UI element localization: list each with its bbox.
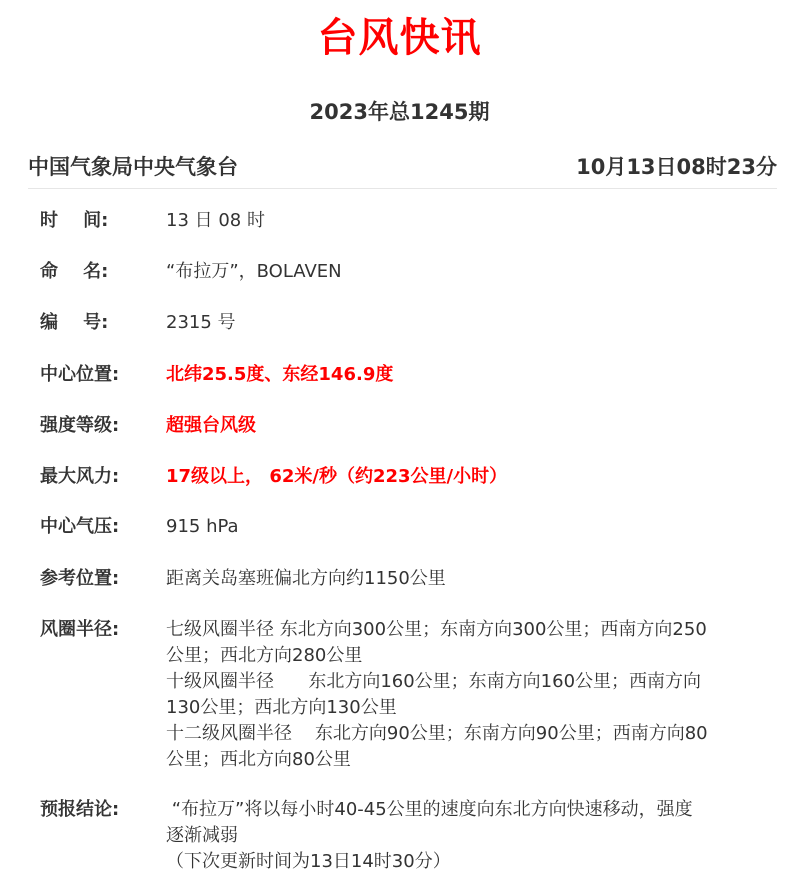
forecast-line: 逐渐减弱 (166, 825, 238, 846)
field-value (166, 617, 775, 773)
wind-radius-line: 公里；西北方向80公里 (166, 749, 351, 770)
wind-radius-line: 十级风圈半径 东北方向160公里；东南方向160公里；西南方向 (166, 671, 702, 692)
wind-radius-line: 130公里；西北方向130公里 (166, 697, 397, 718)
field-value (166, 797, 775, 875)
field-value: 距离关岛塞班偏北方向约1150公里 (166, 568, 446, 589)
page-title: 台风快讯 (317, 15, 482, 61)
wind-radius-line: 十二级风圈半径 东北方向90公里；东南方向90公里；西南方向80 (166, 723, 708, 744)
field-label: 风圈半径: (40, 619, 120, 640)
field-label: 时 间: (40, 210, 109, 231)
wind-radius-line: 公里；西北方向280公里 (166, 645, 363, 666)
field-label: 中心气压: (40, 516, 120, 537)
agency-name: 中国气象局中央气象台 (28, 155, 238, 179)
field-label: 预报结论: (40, 799, 120, 820)
field-label: 最大风力: (40, 466, 120, 487)
field-value: 2315 号 (166, 312, 236, 333)
field-value: 北纬25.5度、东经146.9度 (166, 364, 394, 385)
field-label: 参考位置: (40, 568, 120, 589)
field-value: “布拉万”，BOLAVEN (166, 261, 342, 282)
field-label: 命 名: (40, 261, 109, 282)
forecast-line: “布拉万”将以每小时40-45公里的速度向东北方向快速移动，强度 (166, 799, 693, 820)
field-label: 编 号: (40, 312, 109, 333)
field-value: 超强台风级 (166, 415, 256, 436)
field-label: 强度等级: (40, 415, 120, 436)
field-value: 17级以上， 62米/秒（约223公里/小时） (166, 466, 508, 487)
field-value: 13 日 08 时 (166, 210, 265, 231)
bulletin-header (28, 152, 777, 189)
field-value: 915 hPa (166, 516, 239, 537)
forecast-next-update: （下次更新时间为13日14时30分） (166, 851, 451, 872)
field-label: 中心位置: (40, 364, 120, 385)
bulletin-datetime: 10月13日08时23分 (576, 155, 777, 179)
issue-number: 2023年总1245期 (309, 100, 490, 124)
wind-radius-line: 七级风圈半径 东北方向300公里；东南方向300公里；西南方向250 (166, 619, 707, 640)
